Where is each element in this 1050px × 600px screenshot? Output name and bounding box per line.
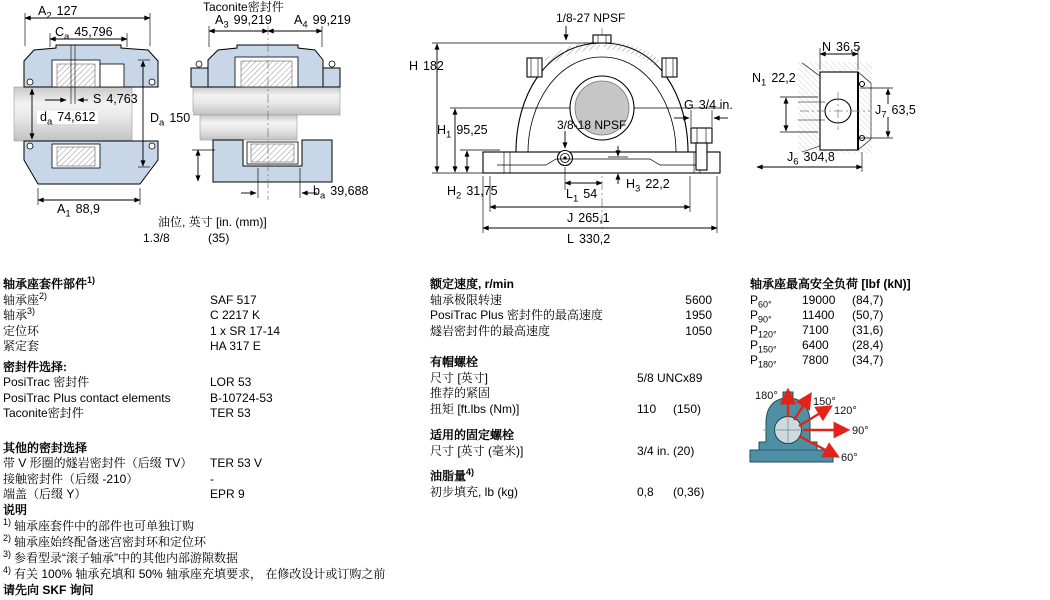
notes-footer: 请先向 SKF 询问 <box>3 583 94 597</box>
shaft-section-lower <box>200 115 297 140</box>
dim-A3: $A_3$ 99,219 <box>215 13 272 31</box>
table-row: 尺寸 [英寸] 5/8 UNCx89 <box>430 370 703 385</box>
housing-base <box>483 152 720 173</box>
table-row: PosiTrac Plus 密封件的最高速度 1950 <box>430 308 712 322</box>
angle-label-120: 120° <box>834 405 857 417</box>
drawing-cross-section <box>14 13 158 205</box>
table-row: 带 V 形圈的燧岩密封件（后缀 TV） TER 53 V <box>3 456 263 470</box>
dim-H1: $H_1$ 95,25 <box>437 123 488 141</box>
load-header: 轴承座最高安全负荷 [lbf (kN)] <box>750 277 911 291</box>
table-row: 紧定套 HA 317 E <box>3 339 261 353</box>
table-row: Taconite密封件 TER 53 <box>3 406 251 420</box>
taconite-title: Taconite密封件 <box>203 0 284 14</box>
dim-H2: $H_2$ 31,75 <box>447 184 498 202</box>
speed-header: 额定速度, r/min <box>430 277 515 291</box>
npsf-top-label: 1/8-27 NPSF <box>556 11 626 25</box>
table-row: 轴承$^{3)}$ C 2217 K <box>3 306 261 322</box>
parts-header: 轴承座套件部件$^{1)}$ <box>3 275 96 291</box>
cap-bolts-header: 有帽螺栓 <box>430 355 479 369</box>
table-row: $P_{180^\circ}$ 7800 (34,7) <box>750 352 884 369</box>
table-row: 尺寸 [英寸 (毫米)] 3/4 in. (20) <box>430 443 695 458</box>
dim-da: $d_a$ 74,612 <box>37 111 98 124</box>
footnote: $^{4)}$ 有关 100% 轴承充填和 50% 轴承座充填要求， 在修改设计或订购之前 <box>3 565 386 581</box>
other-seals-header: 其他的密封选择 <box>3 440 88 455</box>
safe-load-table <box>750 277 1050 368</box>
dim-A4: $A_4$ 99,219 <box>294 13 351 31</box>
angle-label-150: 150° <box>813 396 836 408</box>
ratings-table <box>430 277 730 500</box>
table-row: 端盖（后缀 Y） EPR 9 <box>3 487 245 501</box>
dim-J6: $J_6$ 304,8 <box>787 150 835 168</box>
npsf-mid-label: 3/8-18 NPSF <box>557 118 627 132</box>
footnote: $^{1)}$ 轴承座套件中的部件也可单独订购 <box>3 517 195 533</box>
footnote: $^{2)}$ 轴承座始终配备迷宫密封环和定位环 <box>3 533 207 549</box>
footnotes <box>3 502 563 598</box>
shaft-section-upper <box>193 87 340 115</box>
oil-level-label: 油位, 英寸 [in. (mm)] <box>158 215 267 229</box>
housing-kit-parts-table <box>3 277 425 503</box>
table-row: 扭矩 [ft.lbs (Nm)] 110 (150) <box>430 401 702 416</box>
table-row: 推荐的紧固 <box>430 386 491 400</box>
dim-S: S 4,763 <box>93 92 138 106</box>
angle-label-90: 90° <box>852 425 869 437</box>
table-row: PosiTrac Plus contact elements B-10724-53 <box>3 390 273 405</box>
notes-title: 说明 <box>3 503 28 517</box>
dim-Ca: $C_a$ 45,796 <box>55 25 113 43</box>
dim-H3: $H_3$ 22,2 <box>626 177 670 195</box>
seal-options-header: 密封件选择: <box>3 359 67 374</box>
table-row: 轴承极限转速 5600 <box>430 292 712 307</box>
table-row: $P_{60^\circ}$ 19000 (84,7) <box>750 292 884 309</box>
footnote: $^{3)}$ 参看型录“滚子轴承”中的其他内部游隙数据 <box>3 549 239 565</box>
table-row: $P_{90^\circ}$ 11400 (50,7) <box>750 307 884 324</box>
dim-J7: $J_7$ 63,5 <box>872 104 919 117</box>
dim-N: N 36,5 <box>822 40 861 54</box>
table-row: $P_{150^\circ}$ 6400 (28,4) <box>750 337 884 354</box>
attachment-bolts-header: 适用的固定螺栓 <box>430 428 515 442</box>
dim-Da: $D_a$ 150 <box>147 112 193 125</box>
dim-N1: $N_1$ 22,2 <box>752 71 796 89</box>
grease-header: 油脂量$^{4)}$ <box>430 467 475 483</box>
dim-G: G 3/4 in. <box>684 98 733 112</box>
table-row: 轴承座$^{2)}$ SAF 517 <box>3 290 257 307</box>
drawing-taconite-section <box>191 26 340 200</box>
angle-label-60: 60° <box>841 452 858 464</box>
table-row: 定位环 1 x SR 17-14 <box>3 323 281 338</box>
table-row: 接触密封件（后缀 -210） - <box>3 471 214 486</box>
dim-J: J 265,1 <box>567 211 610 225</box>
dim-L: L 330,2 <box>567 232 611 246</box>
attachment-bolt <box>691 128 712 143</box>
load-direction-diagram <box>745 383 925 483</box>
oil-level-mm: (35) <box>208 231 230 245</box>
oil-level-inch: 1.3/8 <box>143 231 170 245</box>
table-row: PosiTrac 密封件 LOR 53 <box>3 375 252 389</box>
dim-L1: $L_1$ 54 <box>566 187 598 205</box>
dim-ba: $b_a$ 39,688 <box>313 184 369 202</box>
table-row: $P_{120^\circ}$ 7100 (31,6) <box>750 322 884 339</box>
dim-A1: $A_1$ 88,9 <box>57 202 100 220</box>
angle-label-180: 180° <box>755 390 778 402</box>
table-row: 初步填充, lb (kg) 0,8 (0,36) <box>430 484 705 499</box>
dim-A2: $A_2$ 127 <box>38 4 78 22</box>
table-row: 燧岩密封件的最高速度 1050 <box>430 323 712 338</box>
dim-H: H 182 <box>409 59 444 73</box>
